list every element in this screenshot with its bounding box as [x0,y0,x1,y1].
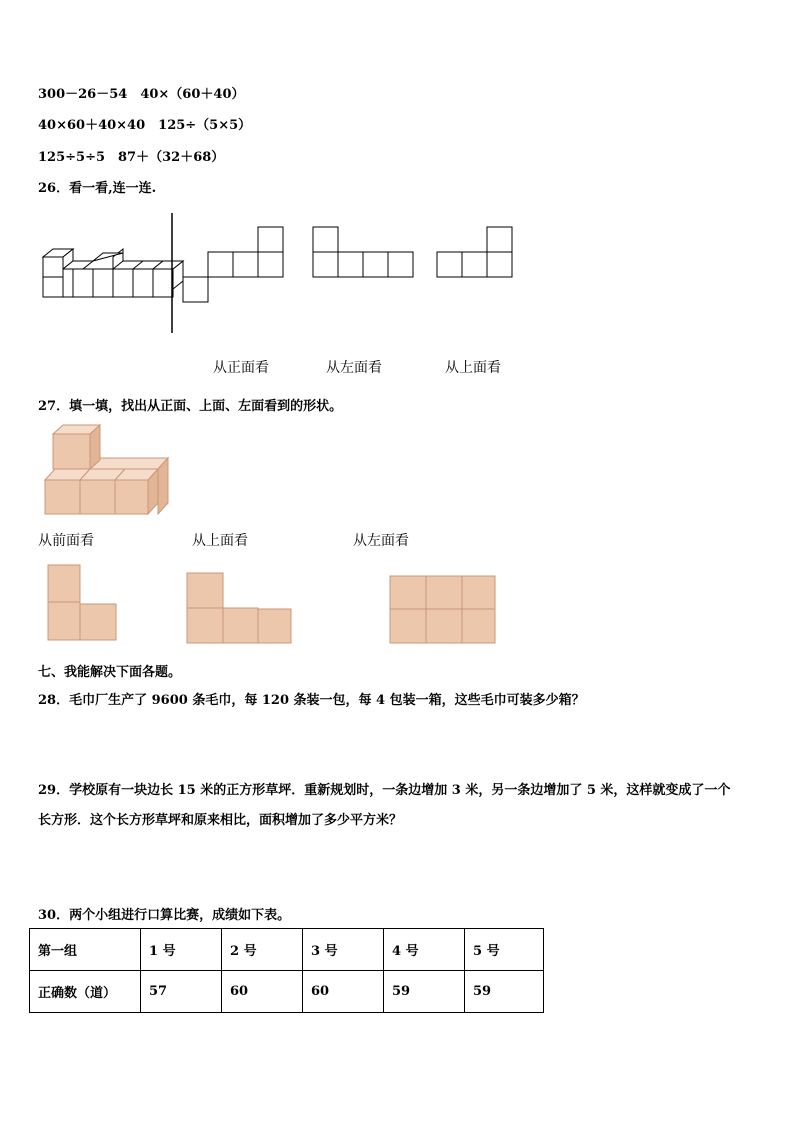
q26-shape-c [436,226,516,280]
table-cell: 60 [222,971,303,1013]
section7-title: 七、我能解决下面各题。 [38,665,182,680]
q26-label-front: 从正面看 [213,360,269,376]
calc-line-1: 300－26－54 40×（60＋40） [38,87,245,102]
q28-text: 28．毛巾厂生产了 9600 条毛巾，每 120 条装一包，每 4 包装一箱，这些毛巾可装多少箱？ [38,693,585,708]
q27-label-left: 从左面看 [353,533,409,549]
table-cell: 2 号 [222,929,303,971]
q27-top-view-shape [186,572,296,646]
table-row [30,971,544,1013]
table-cell: 4 号 [384,929,465,971]
q27-label-front: 从前面看 [38,533,94,549]
calc-line-2: 40×60＋40×40 125÷（5×5） [38,118,252,133]
q27-cube-figure [43,424,178,516]
q29-text-line1: 29．学校原有一块边长 15 米的正方形草坪．重新规划时，一条边增加 3 米，另一条边增加了 5 米，这样就变成了一个 [38,783,731,798]
table-cell: 5 号 [465,929,544,971]
table-cell: 60 [303,971,384,1013]
table-cell: 1 号 [141,929,222,971]
table-cell: 57 [141,971,222,1013]
table-cell: 59 [465,971,544,1013]
table-cell: 第一组 [30,929,141,971]
q26-title: 26．看一看,连一连. [38,181,157,196]
calc-line-3: 125÷5÷5 87＋（32＋68） [38,150,225,165]
q26-divider-line [170,213,174,333]
q26-label-top: 从上面看 [445,360,501,376]
q26-cube-figure [40,245,200,315]
q29-text-line2: 长方形．这个长方形草坪和原来相比，面积增加了多少平方米？ [38,813,403,828]
table-cell: 正确数（道） [30,971,141,1013]
table-cell: 59 [384,971,465,1013]
q26-label-left: 从左面看 [326,360,382,376]
q30-score-table [29,928,544,1013]
q30-title: 30．两个小组进行口算比赛，成绩如下表。 [38,908,291,923]
q27-title: 27．填一填，找出从正面、上面、左面看到的形状。 [38,399,343,414]
q27-left-view-shape [389,574,499,646]
q26-shape-a [182,226,286,306]
q27-front-view-shape [47,564,119,644]
table-cell: 3 号 [303,929,384,971]
table-header-row [30,929,544,971]
q27-label-top: 从上面看 [192,533,248,549]
q26-shape-b [312,226,416,280]
